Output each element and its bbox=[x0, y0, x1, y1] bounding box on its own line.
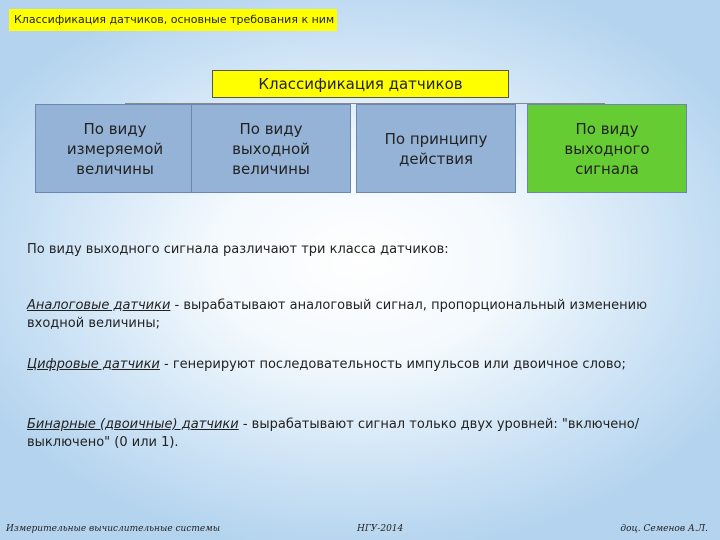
binary-term: Бинарные (двоичные) датчики bbox=[27, 417, 239, 432]
binary-description: - вырабатывают сигнал только двух уровней: "включено/выключено" (0 или 1). bbox=[27, 417, 640, 450]
footer-university: НГУ-2014 bbox=[357, 524, 404, 534]
classification-header: Классификация датчиков bbox=[212, 70, 509, 98]
box-label: По виду выходной величины bbox=[232, 119, 310, 178]
intro-text: По виду выходного сигнала различают три класса датчиков: bbox=[27, 242, 449, 257]
footer-course: Измерительные вычислительные системы bbox=[6, 524, 221, 534]
slide-top-title: Классификация датчиков, основные требования к ним bbox=[9, 9, 337, 31]
digital-term: Цифровые датчики bbox=[27, 357, 160, 372]
box-label: По принципу действия bbox=[384, 129, 488, 168]
box-operating-principle bbox=[356, 104, 516, 193]
binary-sensors-paragraph bbox=[27, 416, 652, 452]
box-output-signal bbox=[527, 104, 687, 193]
footer-author: доц. Семенов А.Л. bbox=[620, 524, 708, 534]
box-label: По виду выходного сигнала bbox=[564, 119, 650, 178]
analog-term: Аналоговые датчики bbox=[27, 298, 171, 313]
analog-description: - вырабатывают аналоговый сигнал, пропорциональный изменению входной величины; bbox=[27, 298, 648, 331]
analog-sensors-paragraph bbox=[27, 297, 652, 333]
digital-description: - генерируют последовательность импульсов или двоичное слово; bbox=[159, 357, 626, 372]
digital-sensors-paragraph bbox=[27, 356, 652, 374]
box-measured-quantity bbox=[35, 104, 195, 193]
box-label: По виду измеряемой величины bbox=[66, 119, 164, 178]
box-output-quantity bbox=[191, 104, 351, 193]
